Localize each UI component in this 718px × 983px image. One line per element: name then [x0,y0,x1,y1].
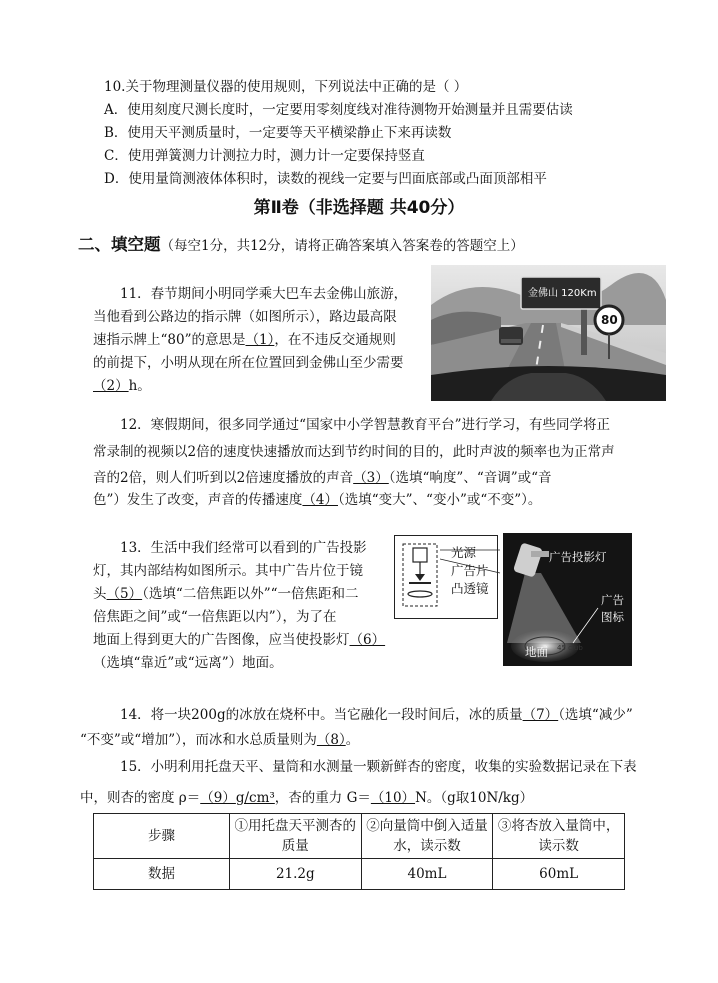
q14-line1-tail: （选填“减少” [558,707,633,723]
q15-density-text: 中，则杏的密度 ρ＝ [80,790,201,806]
q15-gravity-text: ，杏的重力 G＝ [274,790,371,806]
q13-line5-text: 地面上得到更大的广告图像，应当使投影灯 [93,632,350,648]
speed-limit-sign: 80 [601,313,618,327]
q11-blank-2: （2） [93,378,129,394]
label-convex-lens: 凸透镜 [451,581,489,596]
q15-density-unit: g/cm³ [235,790,275,806]
q11-line3-text: 速指示牌上“80”的意思是 [93,332,246,348]
q14-line2-tail: 。 [345,732,360,748]
highway-photo [431,265,666,401]
part-heading: 二、填空题 [78,235,161,254]
photo-label-ad: 广告 [601,593,624,607]
q13-line1: 13．生活中我们经常可以看到的广告投影 [120,540,367,556]
q11-blank-1: （1） [245,332,275,348]
q10-block [104,76,467,99]
table-row-label: 数据 [94,859,230,890]
table-row [94,859,625,890]
q14-line2 [80,729,359,752]
q13-line5 [93,629,385,652]
q15-blank-9: （9） [200,790,236,806]
q14-blank-7: （7） [522,707,559,723]
q13-line3 [93,583,359,606]
q12-line3 [93,467,552,490]
q10-option-b: B．使用天平测质量时，一定要等天平横梁静止下来再读数 [104,125,452,141]
q11-line3-tail: ，在不违反交通规则 [274,332,396,348]
q10-option-c: C．使用弹簧测力计测拉力时，测力计一定要保持竖直 [104,148,425,164]
q12-line4-text: 色”）发生了改变，声音的传播速度 [93,492,303,508]
q15-line1: 15．小明利用托盘天平、量筒和水测量一颗新鲜杏的密度，收集的实验数据记录在下表 [120,759,637,775]
table-cell: 60mL [493,859,625,890]
q12-line4-tail: （选填“变大”、“变小”或“不变”）。 [338,492,542,508]
q14-blank-8: （8） [316,732,346,748]
leader-lines [440,545,502,575]
q12-line3-tail: （选填“响度”、“音调”或“音 [388,470,552,486]
q10-option-d: D．使用量筒测液体体积时，读数的视线一定要与凹面底部或凸面顶部相平 [104,171,547,187]
q11-line5 [93,375,151,398]
q15-tail: N。（g取10N/kg） [415,790,534,806]
part-note: （每空1分，共12分，请将正确答案填入答案卷的答题空上） [160,238,524,254]
q11-unit: h。 [128,378,151,394]
table-header: ①用托盘天平测杏的质量 [229,814,361,859]
q14-line1 [120,704,633,727]
photo-label-icon: 图标 [601,610,624,624]
table-cell: 21.2g [229,859,361,890]
q13-line2: 灯，其内部结构如图所示。其中广告片位于镜 [93,563,363,579]
q13-line6: （选填“靠近”或“远离”）地面。 [93,655,283,671]
q13-blank-6: （6） [349,632,386,648]
q12-line4 [93,489,541,512]
label-light-source: 光源 [451,545,477,560]
table-header-row [94,814,625,859]
photo-logo: 45 club [557,644,583,652]
q12-line2: 常录制的视频以2倍的速度快速播放而达到节约时间的目的，此时声波的频率也为正常声 [93,444,615,460]
part-title [78,231,524,255]
q13-line4: 倍焦距之间”或“一倍焦距以内”），为了在 [93,609,337,625]
table-cell: 40mL [361,859,493,890]
q10-option-a: A．使用刻度尺测长度时，一定要用零刻度线对准待测物开始测量并且需要估读 [104,102,573,118]
q13-line3-text: 头 [93,586,107,602]
q12-line1: 12．寒假期间，很多同学通过“国家中小学智慧教育平台”进行学习，有些同学将正 [120,417,610,433]
section-title: 第Ⅱ卷（非选择题 共40分） [253,198,465,218]
q15-line2 [80,787,533,810]
photo-label-projector: 广告投影灯 [549,550,607,564]
q12-line3-text: 音的2倍，则人们听到以2倍速度播放的声音 [93,470,354,486]
projector-photo [503,533,632,666]
distance-sign-text: 金佛山 120Km [528,288,597,299]
table-header: ③将杏放入量筒中，读示数 [493,814,625,859]
photo-label-ground: 地面 [525,645,548,659]
q11-line1: 11．春节期间小明同学乘大巴车去金佛山旅游， [120,286,408,302]
table-header: 步骤 [94,814,230,859]
label-ad-film: 广告片 [451,563,489,578]
q12-blank-4: （4） [302,492,338,508]
q12-blank-3: （3） [353,470,389,486]
q15-blank-10: （10） [370,790,416,806]
q11-line3 [93,329,396,352]
experiment-table [93,813,625,890]
table-header: ②向量筒中倒入适量水，读示数 [361,814,493,859]
projector-structure-icon [395,536,445,616]
q11-line2: 当他看到公路边的指示牌（如图所示），路边最高限 [93,309,397,325]
q10-stem: 10.关于物理测量仪器的使用规则，下列说法中正确的是（ ） [104,79,468,95]
q14-line1-text: 14．将一块200g的冰放在烧杯中。当它融化一段时间后，冰的质量 [120,707,523,723]
q11-line4: 的前提下，小明从现在所在位置回到金佛山至少需要 [93,355,404,371]
q13-blank-5: （5） [106,586,143,602]
q14-line2-text: “不变”或“增加”），而冰和水总质量则为 [80,732,317,748]
q13-line3-tail: （选填“二倍焦距以外”“一倍焦距和二 [142,586,359,602]
